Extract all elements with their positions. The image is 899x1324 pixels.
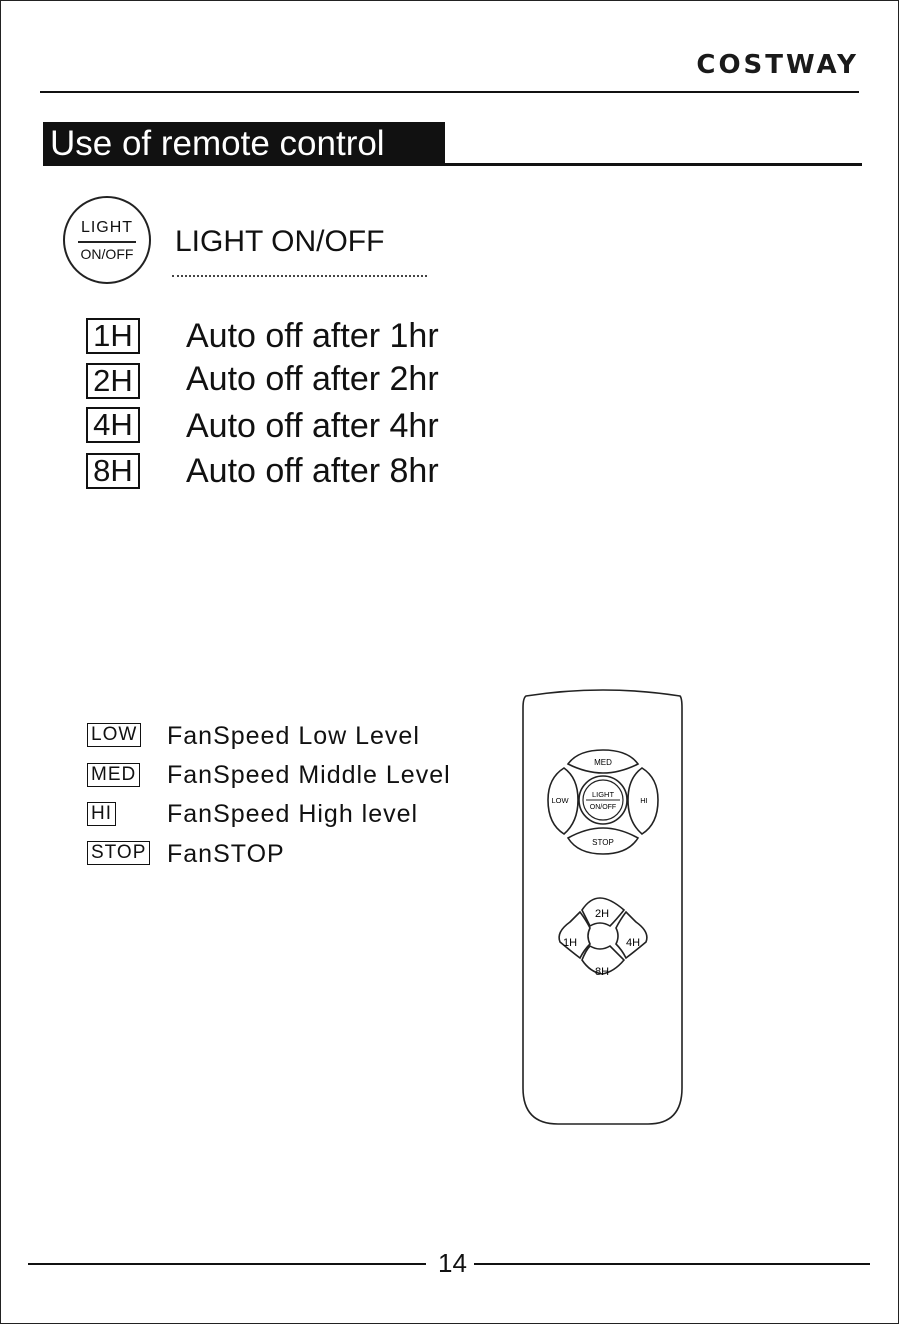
speed-low-icon: LOW bbox=[87, 723, 141, 747]
footer-rule-right bbox=[474, 1263, 870, 1265]
remote-hi-label: HI bbox=[640, 796, 648, 805]
remote-light-bottom-label: ON/OFF bbox=[589, 804, 617, 811]
section-rule bbox=[43, 163, 862, 166]
speed-low-text: FanSpeed Low Level bbox=[167, 722, 420, 750]
header-rule bbox=[40, 91, 859, 93]
timer-4h-icon: 4H bbox=[86, 407, 140, 443]
remote-4h-label: 4H bbox=[625, 937, 641, 949]
speed-hi-icon: HI bbox=[87, 802, 116, 826]
timer-2h-text: Auto off after 2hr bbox=[186, 360, 439, 398]
remote-low-label: LOW bbox=[551, 796, 569, 805]
timer-8h-text: Auto off after 8hr bbox=[186, 452, 439, 490]
speed-stop-icon: STOP bbox=[87, 841, 150, 865]
speed-med-text: FanSpeed Middle Level bbox=[167, 761, 451, 789]
timer-8h-icon: 8H bbox=[86, 453, 140, 489]
footer-rule-left bbox=[28, 1263, 426, 1265]
remote-2h-label: 2H bbox=[594, 908, 610, 920]
light-icon-bottom: ON/OFF bbox=[80, 245, 134, 262]
remote-8h-label: 8H bbox=[594, 966, 610, 978]
section-header bbox=[43, 122, 862, 166]
timer-4h-text: Auto off after 4hr bbox=[186, 407, 439, 445]
light-button-icon bbox=[63, 196, 151, 284]
remote-1h-label: 1H bbox=[562, 937, 578, 949]
remote-med-label: MED bbox=[594, 758, 612, 767]
page-number: 14 bbox=[438, 1248, 467, 1278]
speed-med-icon: MED bbox=[87, 763, 140, 787]
brand-logo: COSTWAY bbox=[696, 50, 859, 80]
timer-2h-icon: 2H bbox=[86, 363, 140, 399]
light-icon-top: LIGHT bbox=[80, 218, 134, 236]
remote-control-illustration bbox=[520, 688, 686, 1128]
remote-light-top-label: LIGHT bbox=[591, 790, 615, 799]
remote-stop-label: STOP bbox=[592, 838, 614, 847]
speed-stop-text: FanSTOP bbox=[167, 840, 285, 868]
light-label: LIGHT ON/OFF bbox=[175, 225, 385, 258]
timer-1h-text: Auto off after 1hr bbox=[186, 317, 439, 355]
light-icon-divider bbox=[78, 241, 136, 243]
dotted-divider bbox=[172, 275, 427, 277]
speed-hi-text: FanSpeed High level bbox=[167, 800, 419, 828]
section-title: Use of remote control bbox=[43, 122, 445, 164]
timer-1h-icon: 1H bbox=[86, 318, 140, 354]
